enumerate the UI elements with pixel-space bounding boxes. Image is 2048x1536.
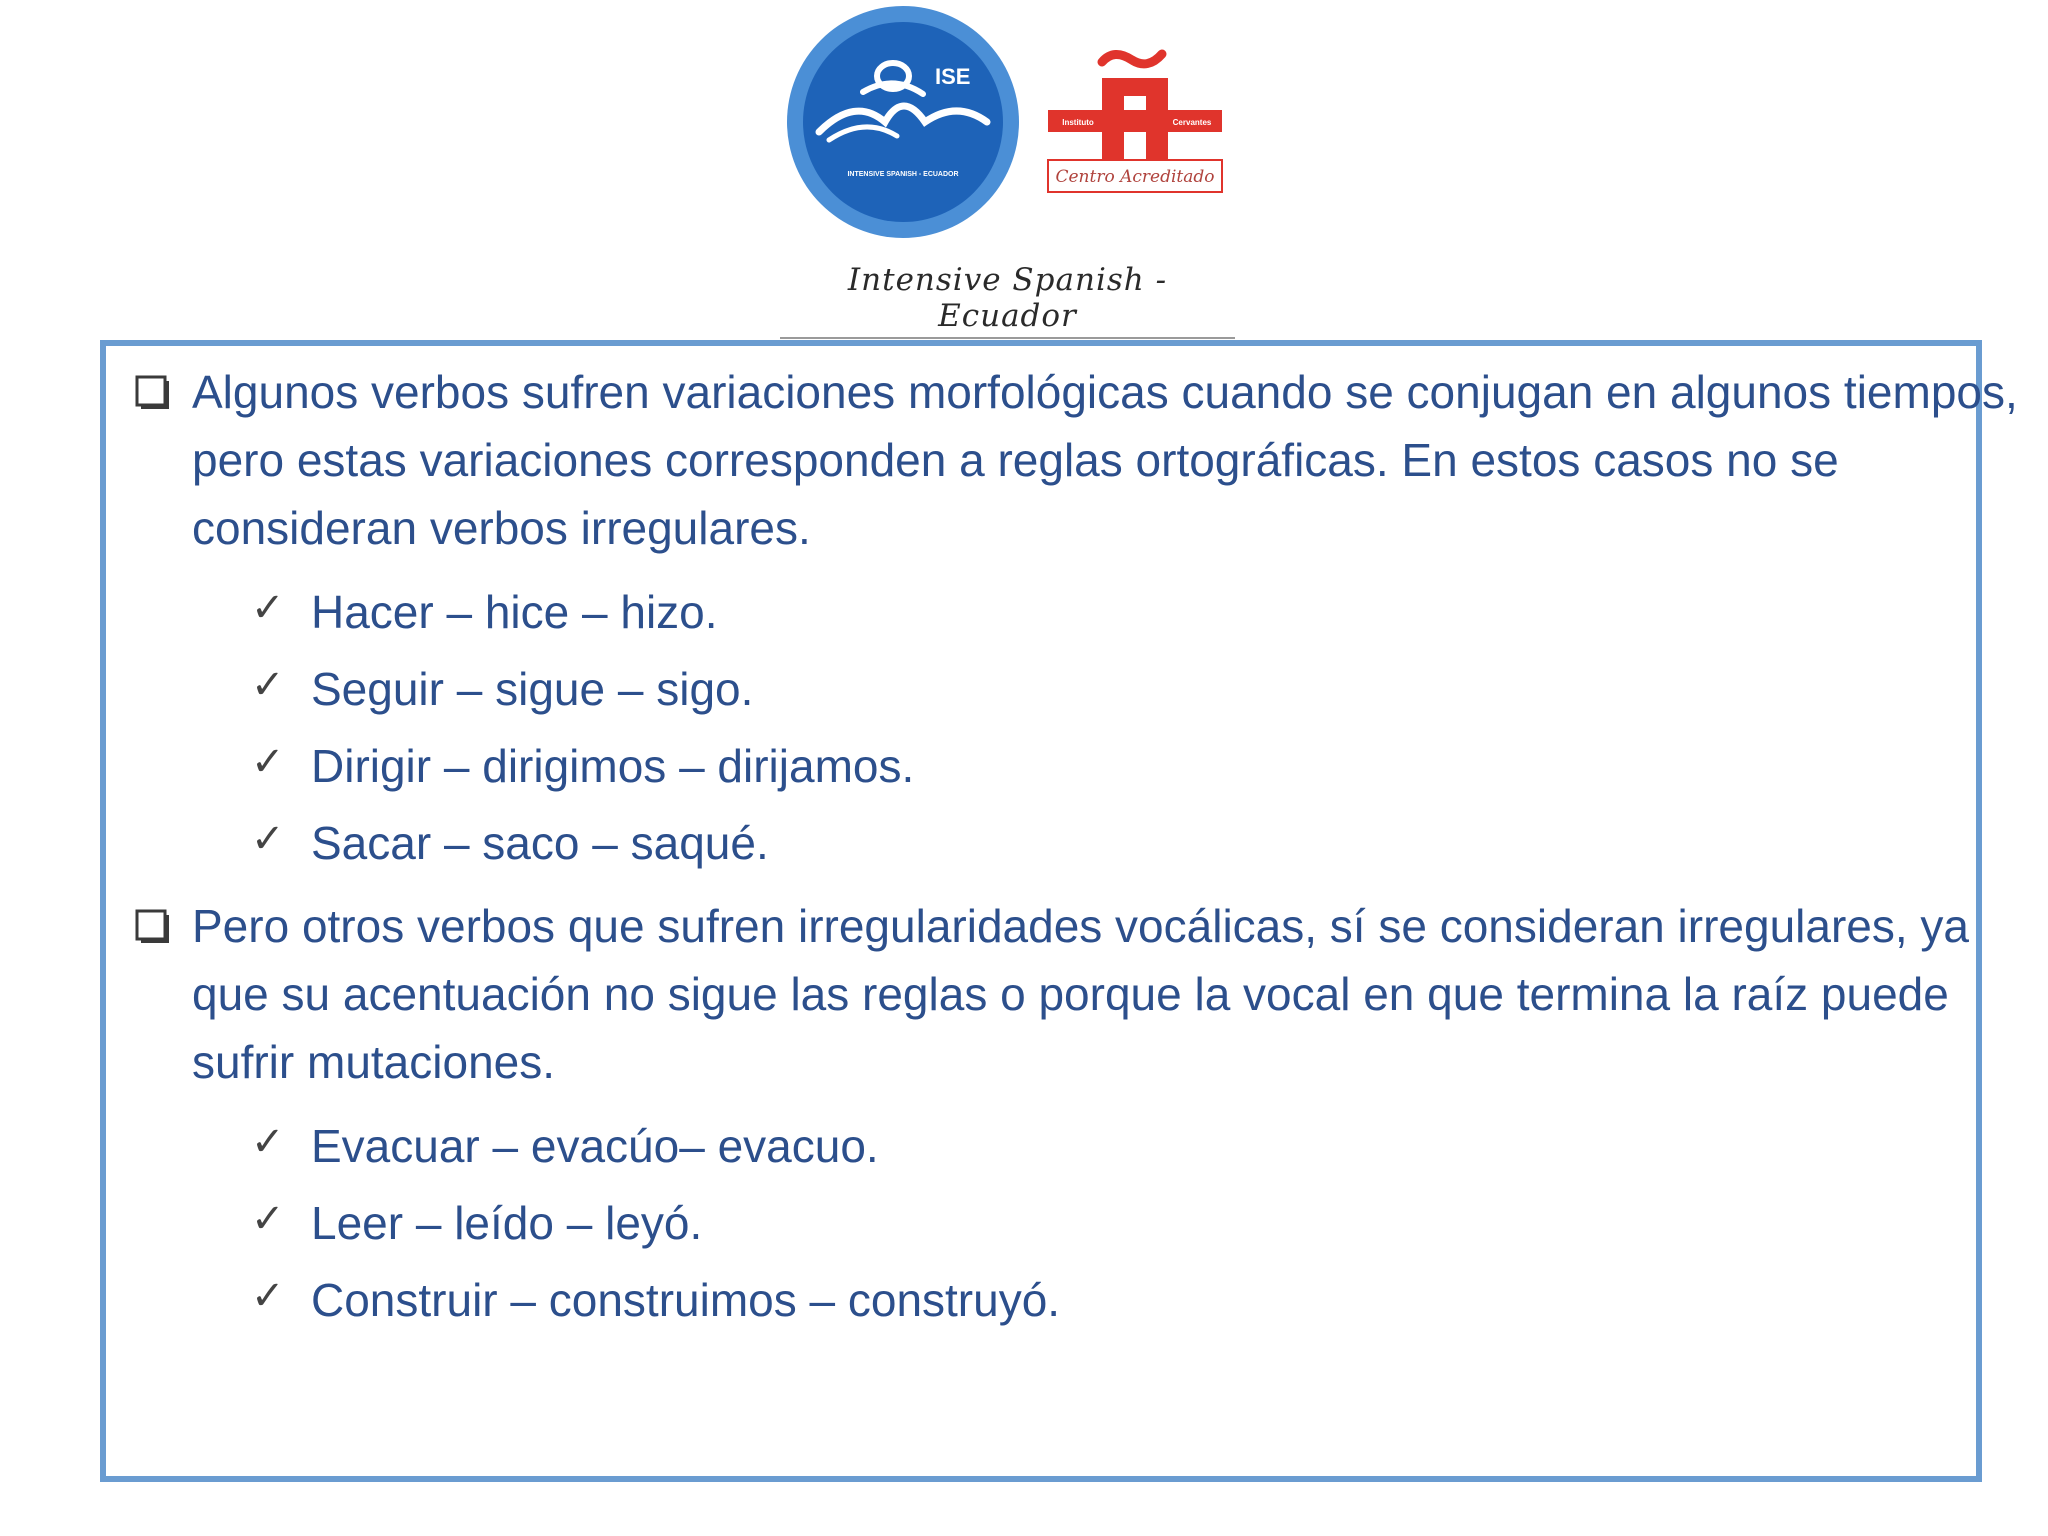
example-item: Construir – construimos – construyó. xyxy=(311,1274,1061,1326)
check-icon: ✓ xyxy=(251,1196,285,1242)
ise-logo xyxy=(785,4,1021,240)
section-2-text: Pero otros verbos que sufren irregularidades vocálicas, sí se consideran irregulares, ya que su acentuación no sigue las reglas o porque la vocal en que termina la raíz puede sufrir mutaciones. xyxy=(192,900,1969,1088)
ise-logo-ring-text: INTENSIVE SPANISH - ECUADOR xyxy=(847,171,959,178)
example-item: Seguir – sigue – sigo. xyxy=(311,663,754,715)
hollow-square-bullet-icon xyxy=(134,908,170,944)
section-1-text: Algunos verbos sufren variaciones morfológicas cuando se conjugan en algunos tiempos, pero estas variaciones corresponden a reglas ortográficas. En estos casos no se consideran verbos irregulares. xyxy=(192,366,2018,554)
example-item: Dirigir – dirigimos – dirijamos. xyxy=(311,740,915,792)
example-item: Evacuar – evacúo– evacuo. xyxy=(311,1120,879,1172)
hollow-square-bullet-icon xyxy=(134,374,170,410)
check-icon: ✓ xyxy=(251,739,285,785)
header xyxy=(0,0,2048,334)
check-icon: ✓ xyxy=(251,816,285,862)
check-icon: ✓ xyxy=(251,662,285,708)
check-icon: ✓ xyxy=(251,1273,285,1319)
cervantes-logo-caption: Centro Acreditado xyxy=(1055,167,1215,187)
ise-logo-text: ISE xyxy=(935,64,971,89)
cervantes-logo-left-text: Instituto xyxy=(1062,118,1094,127)
content-box xyxy=(100,340,2018,1482)
ise-tagline: Intensive Spanish - Ecuador xyxy=(780,262,1235,339)
cervantes-logo-right-text: Cervantes xyxy=(1172,118,1212,127)
cervantes-logo xyxy=(1040,40,1230,200)
check-icon: ✓ xyxy=(251,1119,285,1165)
example-item: Sacar – saco – saqué. xyxy=(311,817,769,869)
check-icon: ✓ xyxy=(251,585,285,631)
example-item: Leer – leído – leyó. xyxy=(311,1197,703,1249)
example-item: Hacer – hice – hizo. xyxy=(311,586,718,638)
